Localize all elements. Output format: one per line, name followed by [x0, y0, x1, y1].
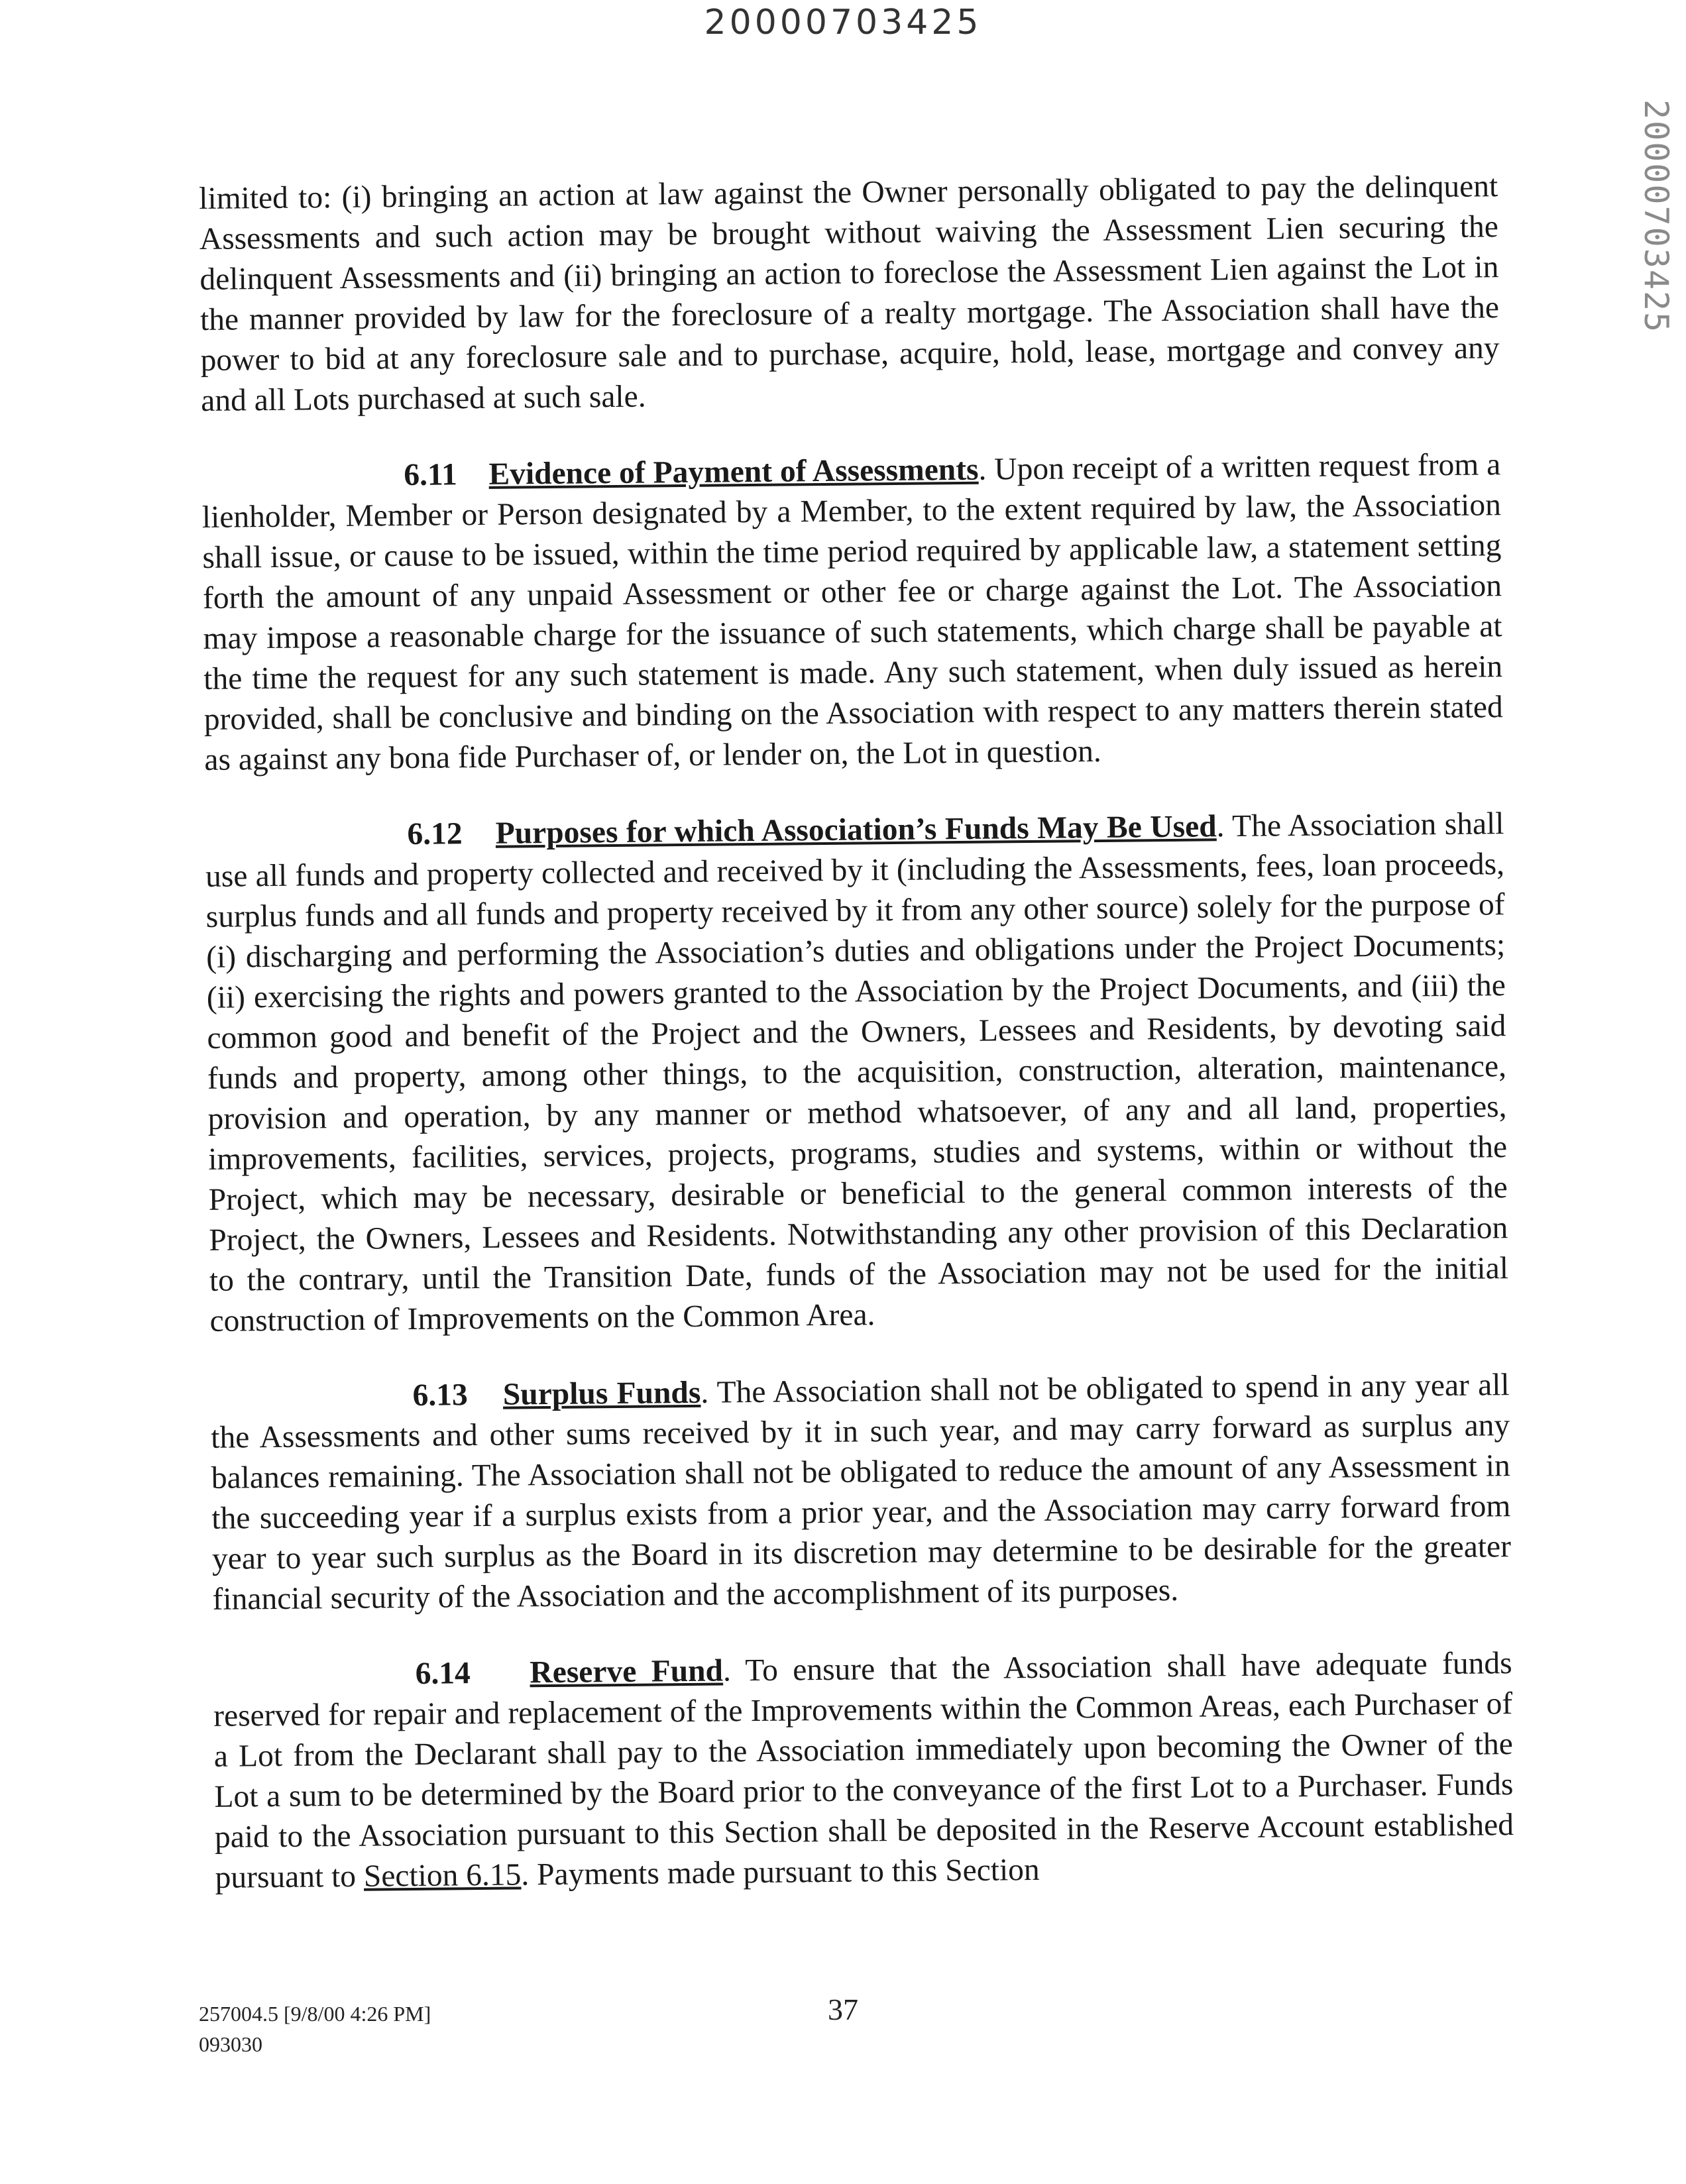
- section-body: . Upon receipt of a written request from a lienholder, Member or Person designated by a Member, to the extent required by law, the Association shall issue, or cause to be issued, within the time period required by applicable law, a statement setting forth the amount of any unpaid Assessment or other fee or charge against the Lot. The Association may impose a reasonable charge for the issuance of such statements, which charge shall be payable at the time the request for any such statement is made. Any such statement, when duly issued as herein provided, shall be conclusive and binding on the Association with respect to any matters therein stated as against any bona fide Purchaser of, or lender on, the Lot in question.: [201, 447, 1503, 777]
- footer-doc-version: 257004.5 [9/8/00 4:26 PM]: [199, 2002, 431, 2026]
- section-title: Reserve Fund: [530, 1653, 724, 1690]
- section-body: . The Association shall use all funds and property collected and received by it (including the Assessments, fees, loan proceeds, surplus funds and all funds and property received by it from any other source) solely for the purpose of (i) discharging and performing the Association’s duties and obligations under the Project Documents; (ii) exercising the rights and powers granted to the Association by the Project Documents, and (iii) the common good and benefit of the Project and the Owners, Lessees and Residents, by devoting said funds and property, among other things, to the acquisition, construction, alteration, maintenance, provision and operation, by any manner or method whatsoever, of any and all land, properties, improvements, facilities, services, projects, programs, studies and systems, within or without the Project, which may be necessary, desirable or beneficial to the general common interests of the Project, the Owners, Lessees and Residents. Notwithstanding any other provision of this Declaration to the contrary, until the Transition Date, funds of the Association may not be used for the initial construction of Improvements on the Common Area.: [205, 806, 1509, 1338]
- section-6-11: [201, 445, 1504, 781]
- page-number: 37: [828, 1993, 858, 2026]
- section-body: . To ensure that the Association shall have adequate funds reserved for repair and replacement of the Improvements within the Common Areas, each Purchaser of a Lot from the Declarant shall pay to the Association immediately upon becoming the Owner of the Lot a sum to be determined by the Board prior to the conveyance of the first Lot to a Purchaser. Funds paid to the Association pursuant to this Section shall be deposited in the Reserve Account established pursuant to: [213, 1646, 1514, 1895]
- section-number: 6.14: [415, 1656, 471, 1691]
- section-6-12: [205, 804, 1509, 1342]
- section-title: Purposes for which Association’s Funds May Be Used: [495, 809, 1217, 851]
- section-6-14: [213, 1643, 1514, 1898]
- section-body: . The Association shall not be obligated to spend in any year all the Assessments and other sums received by it in such year, and may carry forward as surplus any balances remaining. The Association shall not be obligated to reduce the amount of any Assessment in the succeeding year if a surplus exists from a prior year, and the Association may carry forward from year to year such surplus as the Board in its discretion may determine to be desirable for the greater financial security of the Association and the accomplishment of its purposes.: [210, 1368, 1512, 1617]
- section-title: Surplus Funds: [502, 1375, 701, 1412]
- section-number: 6.11: [404, 457, 458, 493]
- document-number-header: 20000703425: [704, 3, 982, 42]
- intro-paragraph: limited to: (i) bringing an action at law against the Owner personally obligated to pay the delinquent Assessments and such action may be brought without waiving the Assessment Lien securing the delinquent Assessments and (ii) bringing an action to foreclose the Assessment Lien against the Lot in the manner provided by law for the foreclosure of a realty mortgage. The Association shall have the power to bid at any foreclosure sale and to purchase, acquire, hold, lease, mortgage and convey any and all Lots purchased at such sale.: [199, 169, 1500, 418]
- section-title: Evidence of Payment of Assessments: [488, 452, 979, 492]
- section-number: 6.13: [412, 1378, 469, 1413]
- section-number: 6.12: [407, 816, 463, 852]
- section-6-15-reference: Section 6.15: [363, 1857, 522, 1894]
- body-text: [199, 166, 1514, 1934]
- section-body-continued: . Payments made pursuant to this Section: [521, 1852, 1040, 1892]
- footer-client-code: 093030: [199, 2032, 262, 2056]
- side-stamp-number: 20000703425: [1637, 99, 1675, 334]
- section-6-13: [210, 1365, 1511, 1620]
